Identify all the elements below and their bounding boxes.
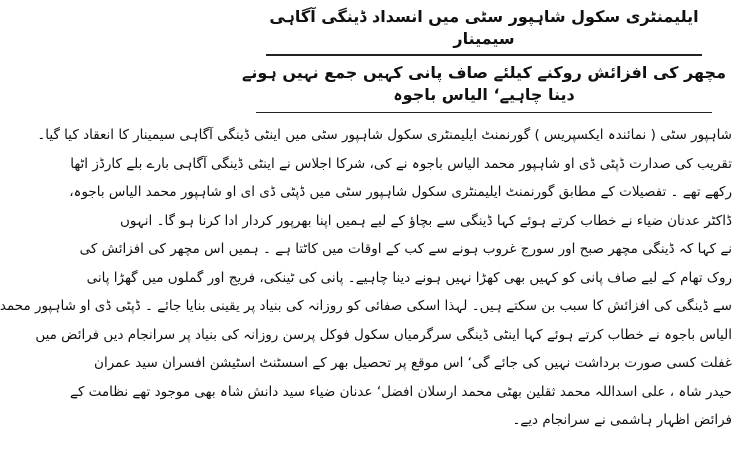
- body-line: رکھے تھے ۔ تفصیلات کے مطابق گورنمنٹ ایلیمنٹری سکول شاہپور سٹی میں ڈپٹی ڈی ای او شاہپور محمد الیاس باجوہ،: [69, 184, 732, 200]
- body-line: شاہپور سٹی ( نمائندہ ایکسپریس ) گورنمنٹ ایلیمنٹری سکول شاہپور سٹی میں اینٹی ڈینگی آگاہی سیمینار کا انعقاد کیا گیا۔: [37, 127, 732, 143]
- body-line: روک تھام کے لیے صاف پانی کو کہیں بھی کھڑا نہیں ہونے دینا چاہیے۔ پانی کی ٹینکی، فریج اور گملوں میں گھڑا پانی: [86, 269, 732, 286]
- body-line: فرائض اظہار ہاشمی نے سرانجام دیے۔: [512, 412, 732, 428]
- body-line: غفلت کسی صورت برداشت نہیں کی جائے گی‘ اس موقع پر تحصیل بھر کے اسسٹنٹ اسٹیشن افسران سید عمران: [94, 355, 732, 371]
- body-line: ڈاکٹر عدنان ضیاء نے خطاب کرتے ہوئے کہا ڈینگی سے بچاؤ کے لیے ہمیں اپنا بھرپور کردار ادا کرنا ہو گا۔ انہوں: [119, 212, 732, 229]
- body-line: نے کہا کہ ڈینگی مچھر صبح اور سورج غروب ہونے سے کب کے اوقات میں کاٹتا ہے ۔ ہمیں اس مچھر کی افزائش کی: [79, 241, 732, 257]
- body-line: سے ڈینگی کی افزائش کا سبب بن سکتے ہیں۔ لہذا اسکی صفائی کو روزانہ کی بنیاد پر یقینی بنایا جائے ۔ ڈپٹی ڈی او شاہپور محمد: [0, 298, 732, 314]
- headline-main: ایلیمنٹری سکول شاہپور سٹی میں انسداد ڈینگی آگاہی سیمینار: [269, 7, 699, 48]
- article-body: [0, 121, 732, 435]
- body-line: حیدر شاہ ، علی اسداللہ محمد ثقلین بھٹی محمد ارسلان افضل‘ عدنان ضیاء سید دانش شاہ بھی موجود تھے نظامت کے: [70, 383, 732, 400]
- body-line: تقریب کی صدارت ڈپٹی ڈی او شاہپور محمد الیاس باجوہ نے کی، شرکا اجلاس نے اینٹی ڈینگی آگاہی بارے بلے کارڈز اٹھا: [70, 155, 732, 172]
- body-line: الیاس باجوہ نے خطاب کرتے ہوئے کہا اینٹی ڈینگی سرگرمیاں سکول فوکل پرسن روزانہ کی بنیاد پر سرانجام دیں فرائض میں: [35, 326, 732, 343]
- body-divider: [256, 112, 712, 113]
- headline-divider: [266, 54, 702, 56]
- headline-sub: مچھر کی افزائش روکنے کیلئے صاف پانی کہیں جمع نہیں ہونے دینا چاہیے‘ الیاس باجوہ: [242, 63, 726, 104]
